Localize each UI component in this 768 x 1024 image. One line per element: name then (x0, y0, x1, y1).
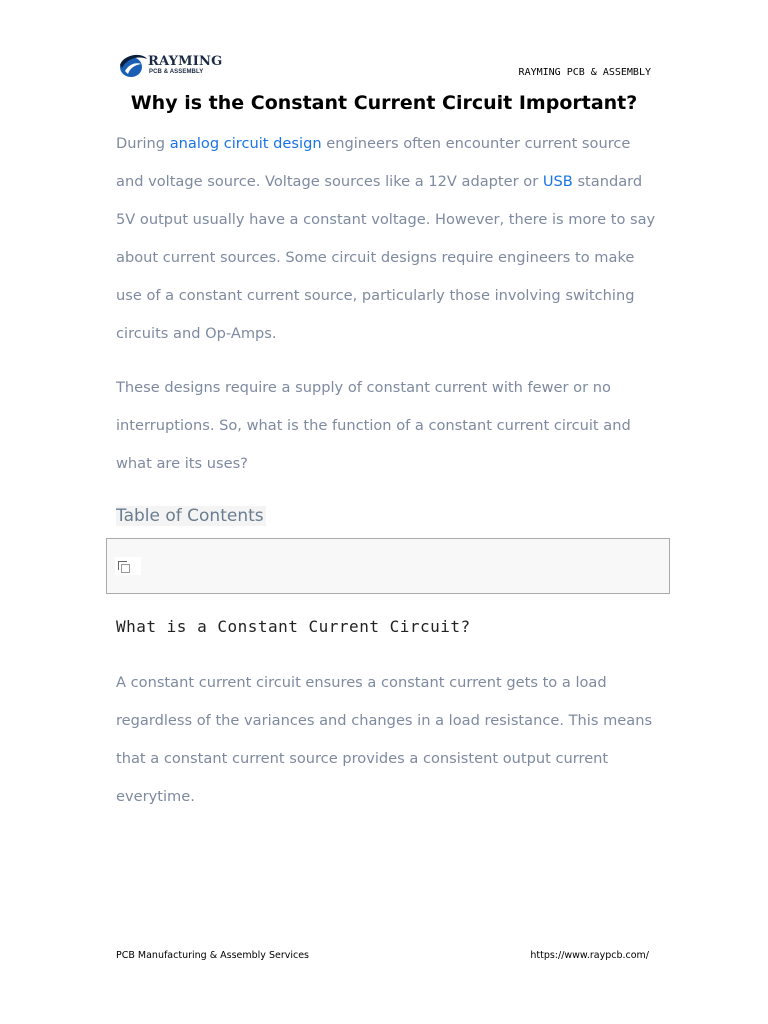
intro-text-2: engineers often encounter current source and voltage source. Voltage sources like a 12V adapter or (116, 135, 631, 190)
intro-text-3: standard 5V output usually have a constant voltage. However, there is more to say about current sources. Some circuit designs require engineers to make use of a constant current source, particularly those involving switching circuits and Op-Amps. (116, 173, 656, 342)
toc-container (106, 538, 670, 594)
page-title: Why is the Constant Current Circuit Important? (130, 92, 638, 114)
header-company-name: RAYMING PCB & ASSEMBLY (518, 67, 651, 78)
toc-toggle-icon (118, 561, 127, 570)
usb-link[interactable]: USB (542, 173, 573, 190)
intro-text-1: During (116, 135, 170, 152)
designs-paragraph: These designs require a supply of constant current with fewer or no interruptions. So, what is the function of a constant current circuit and what are its uses? (116, 379, 631, 472)
section-heading-constant-current: What is a Constant Current Circuit? (116, 617, 471, 636)
logo-subtext: PCB & ASSEMBLY (149, 69, 204, 75)
constant-current-paragraph: A constant current circuit ensures a constant current gets to a load regardless of the variances and changes in a load resistance. This means that a constant current source provides a consistent output current everytime. (116, 674, 653, 805)
analog-circuit-design-link[interactable]: analog circuit design (169, 135, 322, 152)
footer-url-link[interactable]: https://www.raypcb.com/ (530, 950, 649, 961)
footer-services: PCB Manufacturing & Assembly Services (116, 950, 310, 961)
logo-swoosh-icon (116, 52, 148, 80)
intro-paragraph (116, 125, 661, 353)
toc-toggle-button[interactable] (115, 557, 141, 575)
logo-text: RAYMING (148, 54, 223, 69)
toc-title: Table of Contents (116, 506, 264, 526)
company-logo (116, 52, 226, 82)
